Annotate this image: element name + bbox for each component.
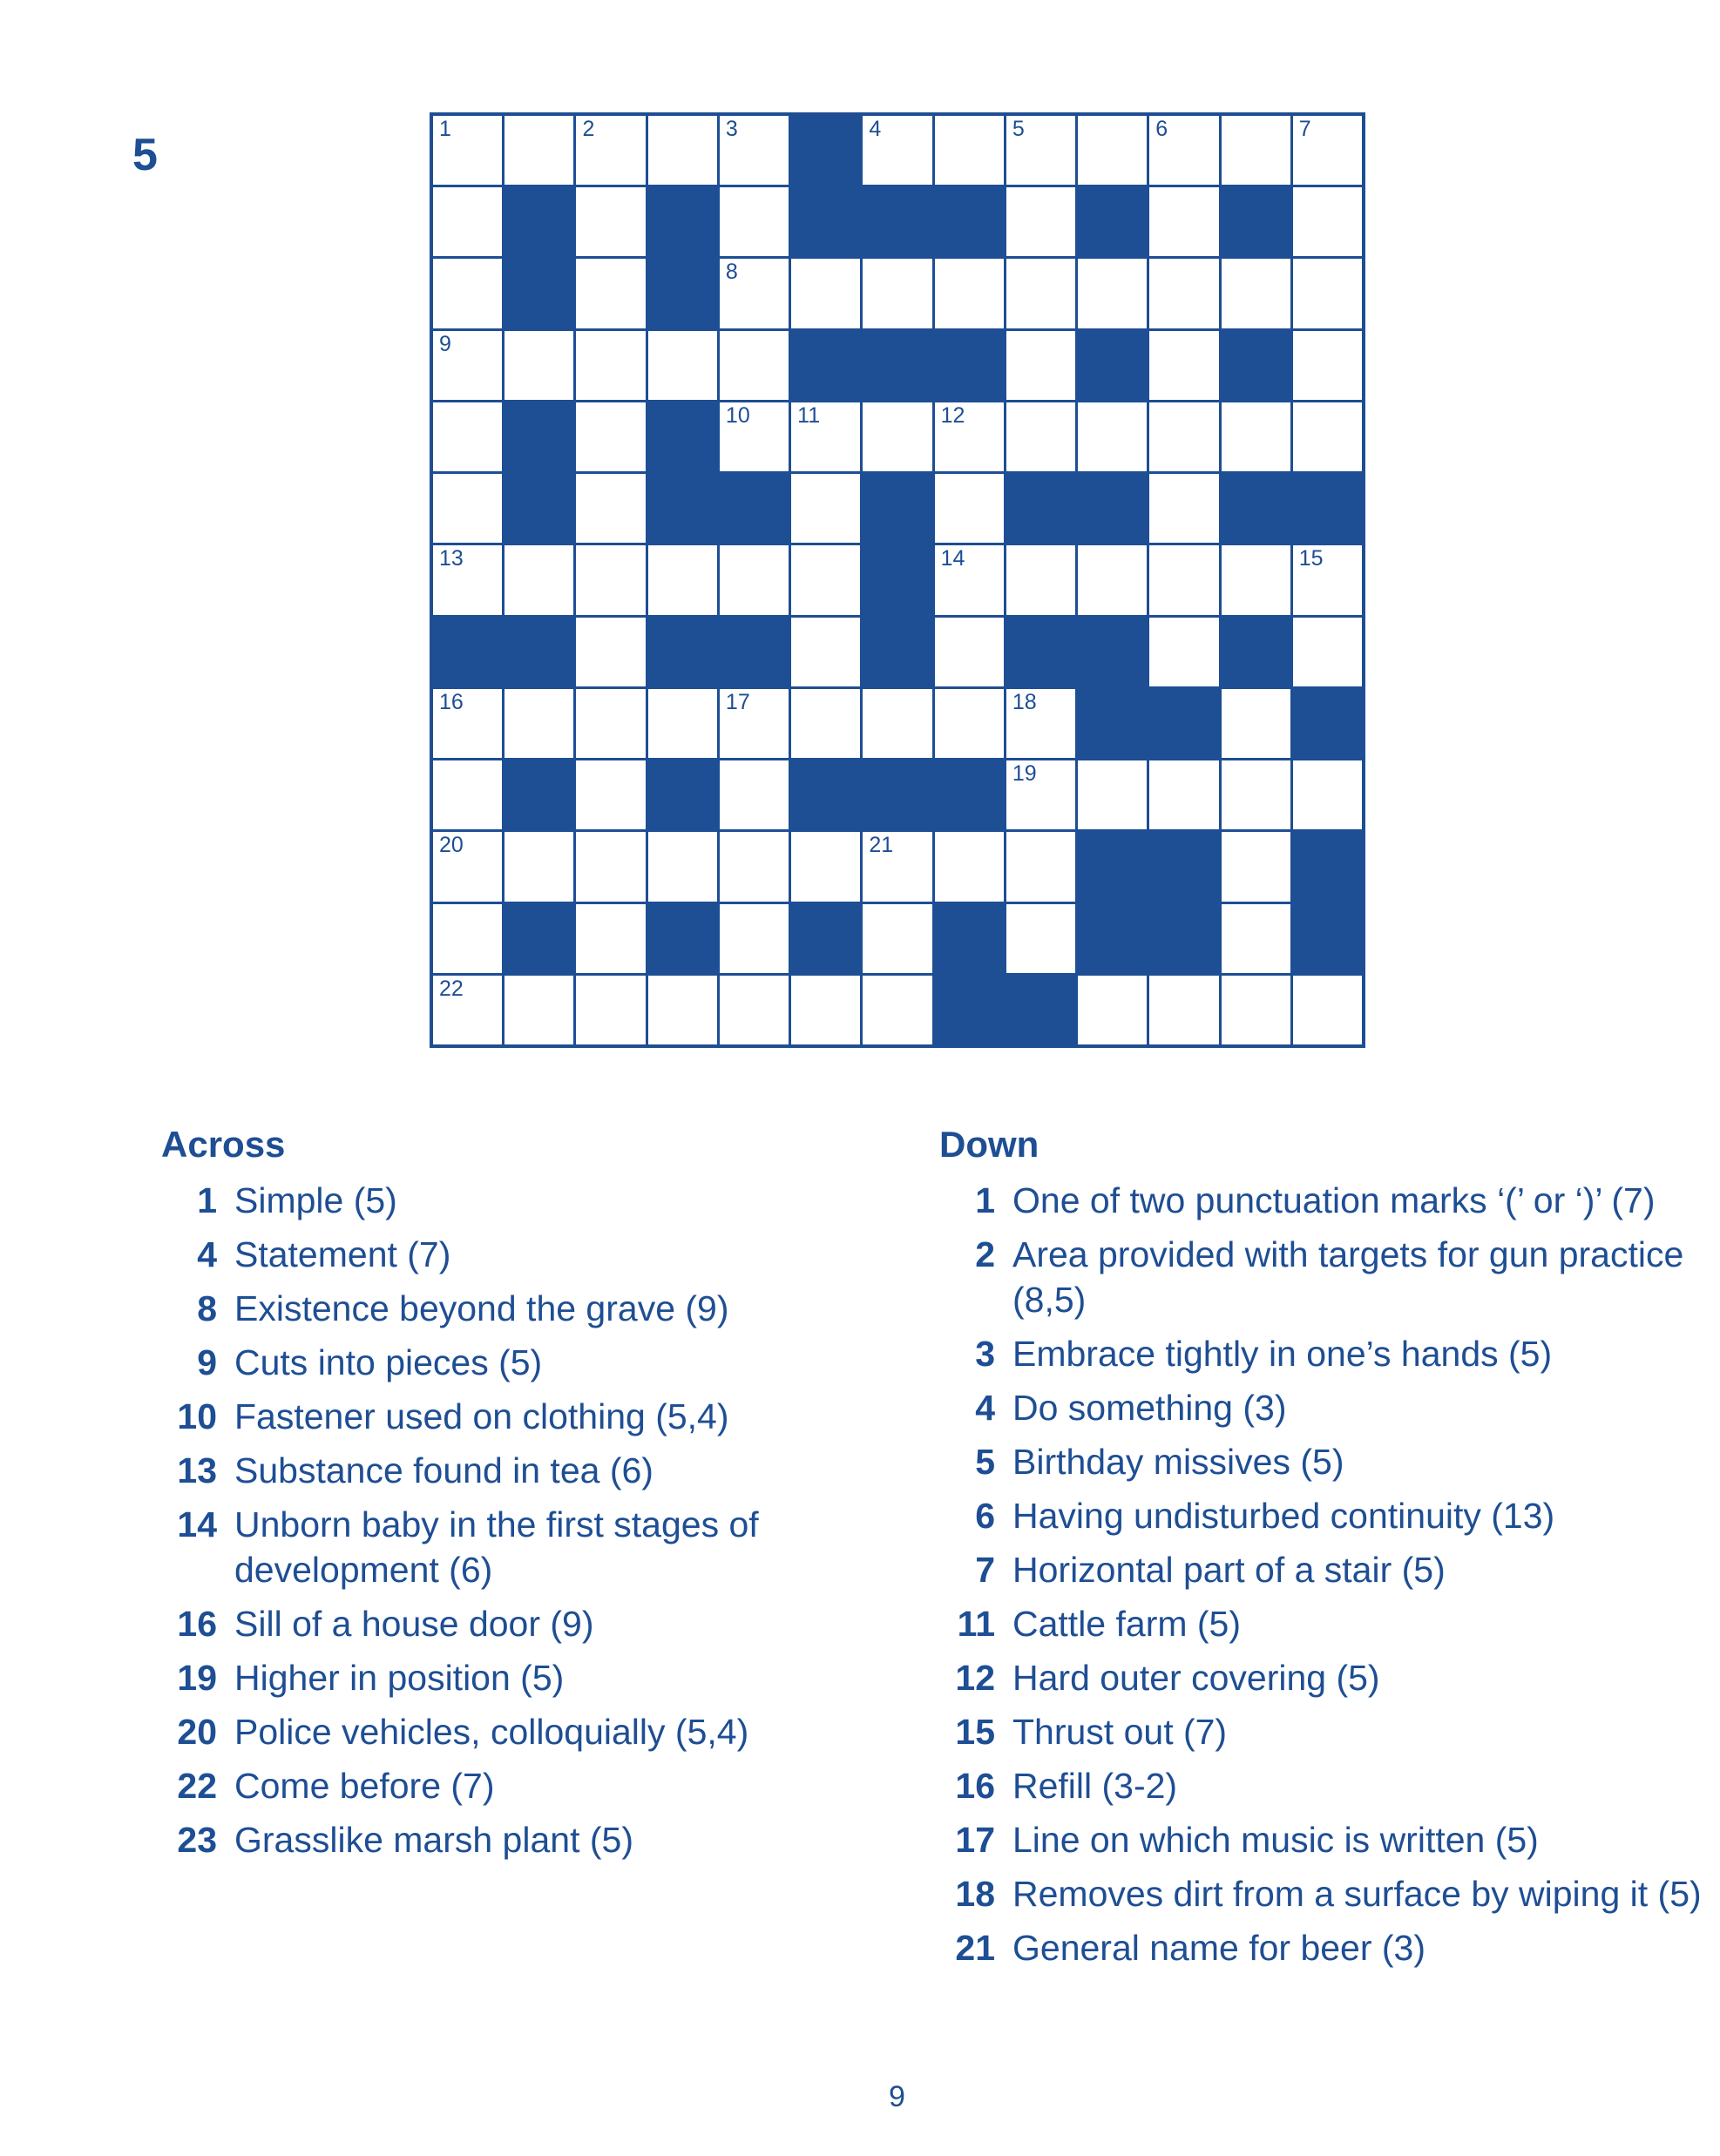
answer-cell[interactable] (720, 976, 789, 1044)
answer-cell[interactable] (1222, 545, 1290, 614)
cell-number: 21 (869, 833, 894, 858)
answer-cell[interactable] (935, 832, 1004, 901)
clue-text: Line on which music is written (5) (1012, 1820, 1539, 1860)
down-clue (939, 1925, 1706, 1970)
answer-cell[interactable] (791, 832, 860, 901)
black-square (791, 760, 860, 829)
down-clue (939, 1655, 1706, 1700)
clue-text: Horizontal part of a stair (5) (1012, 1550, 1446, 1590)
black-square (648, 402, 717, 471)
clue-number: 9 (197, 1342, 217, 1382)
answer-cell[interactable] (1078, 760, 1147, 829)
answer-cell[interactable] (1293, 402, 1362, 471)
black-square (863, 187, 931, 256)
clue-text: Embrace tightly in one’s hands (5) (1012, 1334, 1553, 1374)
answer-cell[interactable] (1293, 187, 1362, 256)
across-clues (161, 1124, 858, 1871)
clue-number: 13 (177, 1450, 217, 1490)
answer-cell[interactable] (1078, 116, 1147, 185)
answer-cell[interactable] (504, 832, 573, 901)
black-square (1293, 904, 1362, 973)
answer-cell[interactable] (1006, 832, 1075, 901)
clue-text: Area provided with targets for gun practice (8,5) (1012, 1234, 1684, 1320)
answer-cell[interactable] (504, 976, 573, 1044)
across-clue (161, 1340, 858, 1385)
answer-cell[interactable] (504, 331, 573, 400)
black-square (648, 760, 717, 829)
down-clue (939, 1439, 1706, 1484)
across-clue (161, 1817, 858, 1862)
black-square (1222, 618, 1290, 686)
clue-number: 19 (177, 1658, 217, 1698)
clue-number: 15 (955, 1712, 995, 1752)
answer-cell[interactable] (791, 976, 860, 1044)
black-square (1293, 474, 1362, 543)
answer-cell[interactable] (1149, 187, 1218, 256)
clue-number: 22 (177, 1766, 217, 1806)
answer-cell[interactable] (504, 545, 573, 614)
black-square (863, 545, 931, 614)
cell-number: 8 (725, 260, 738, 285)
answer-cell[interactable] (935, 618, 1004, 686)
black-square (935, 331, 1004, 400)
cell-number: 5 (1012, 117, 1025, 141)
answer-cell[interactable] (576, 474, 645, 543)
cell-number: 19 (1012, 761, 1037, 787)
clue-number: 21 (955, 1928, 995, 1968)
answer-cell[interactable] (1222, 259, 1290, 328)
clue-text: Simple (5) (234, 1180, 397, 1220)
answer-cell[interactable] (433, 331, 502, 400)
black-square (863, 474, 931, 543)
down-clues (939, 1124, 1706, 1979)
answer-cell[interactable] (433, 545, 502, 614)
answer-cell[interactable] (1222, 402, 1290, 471)
cell-number: 17 (725, 689, 750, 714)
answer-cell[interactable] (1293, 116, 1362, 185)
answer-cell[interactable] (1006, 187, 1075, 256)
clue-number: 16 (177, 1604, 217, 1644)
page-number: 9 (889, 2080, 905, 2113)
answer-cell[interactable] (1078, 545, 1147, 614)
answer-cell[interactable] (1293, 618, 1362, 686)
answer-cell[interactable] (720, 832, 789, 901)
answer-cell[interactable] (1149, 331, 1218, 400)
clue-number: 8 (197, 1288, 217, 1328)
answer-cell[interactable] (1149, 976, 1218, 1044)
answer-cell[interactable] (791, 689, 860, 758)
answer-cell[interactable] (863, 116, 931, 185)
cell-number: 13 (439, 546, 464, 571)
black-square (720, 474, 789, 543)
clue-number: 11 (957, 1604, 995, 1644)
answer-cell[interactable] (1006, 116, 1075, 185)
answer-cell[interactable] (1149, 402, 1218, 471)
black-square (433, 618, 502, 686)
clue-text: Come before (7) (234, 1766, 495, 1806)
clue-number: 4 (975, 1388, 995, 1428)
puzzle-number: 5 (132, 130, 158, 180)
answer-cell[interactable] (433, 402, 502, 471)
answer-cell[interactable] (433, 689, 502, 758)
black-square (1078, 904, 1147, 973)
answer-cell[interactable] (791, 474, 860, 543)
answer-cell[interactable] (720, 259, 789, 328)
clue-number: 10 (177, 1396, 217, 1436)
across-heading: Across (161, 1124, 286, 1165)
black-square (791, 116, 860, 185)
black-square (1006, 474, 1075, 543)
black-square (504, 618, 573, 686)
answer-cell[interactable] (1006, 402, 1075, 471)
answer-cell[interactable] (1149, 760, 1218, 829)
black-square (1078, 331, 1147, 400)
answer-cell[interactable] (863, 402, 931, 471)
black-square (1078, 832, 1147, 901)
across-clue (161, 1709, 858, 1754)
clue-number: 7 (975, 1550, 995, 1590)
clue-number: 18 (955, 1874, 995, 1914)
clue-number: 4 (197, 1234, 217, 1274)
answer-cell[interactable] (935, 545, 1004, 614)
answer-cell[interactable] (720, 904, 789, 973)
black-square (791, 904, 860, 973)
clue-text: Fastener used on clothing (5,4) (234, 1396, 729, 1436)
black-square (791, 331, 860, 400)
cell-number: 9 (439, 331, 451, 356)
cell-number: 7 (1298, 117, 1311, 141)
black-square (648, 187, 717, 256)
black-square (648, 618, 717, 686)
black-square (504, 474, 573, 543)
answer-cell[interactable] (576, 259, 645, 328)
clue-text: Statement (7) (234, 1234, 451, 1274)
clue-text: General name for beer (3) (1012, 1928, 1426, 1968)
black-square (504, 760, 573, 829)
clue-number: 17 (955, 1820, 995, 1860)
clue-text: Refill (3-2) (1012, 1766, 1178, 1806)
down-clue (939, 1871, 1706, 1916)
answer-cell[interactable] (1293, 331, 1362, 400)
crossword-grid (430, 112, 1365, 1048)
cell-number: 20 (439, 833, 464, 858)
answer-cell[interactable] (1078, 402, 1147, 471)
black-square (1222, 331, 1290, 400)
black-square (504, 187, 573, 256)
clue-number: 23 (177, 1820, 217, 1860)
black-square (1222, 474, 1290, 543)
answer-cell[interactable] (576, 618, 645, 686)
answer-cell[interactable] (504, 689, 573, 758)
black-square (504, 259, 573, 328)
down-heading: Down (939, 1124, 1039, 1165)
answer-cell[interactable] (791, 402, 860, 471)
across-clue (161, 1178, 858, 1223)
clue-number: 5 (975, 1442, 995, 1482)
down-clue-list (939, 1178, 1706, 1970)
across-clue (161, 1601, 858, 1646)
black-square (504, 402, 573, 471)
across-clue (161, 1502, 858, 1592)
answer-cell[interactable] (935, 116, 1004, 185)
black-square (1006, 618, 1075, 686)
black-square (1293, 689, 1362, 758)
clue-number: 12 (955, 1658, 995, 1698)
answer-cell[interactable] (720, 331, 789, 400)
cell-number: 18 (1012, 689, 1037, 714)
clue-text: Police vehicles, colloquially (5,4) (234, 1712, 749, 1752)
answer-cell[interactable] (1222, 976, 1290, 1044)
clue-text: Cuts into pieces (5) (234, 1342, 543, 1382)
answer-cell[interactable] (1006, 259, 1075, 328)
clue-number: 14 (177, 1504, 217, 1544)
clue-text: Birthday missives (5) (1012, 1442, 1344, 1482)
cell-number: 15 (1298, 546, 1324, 571)
across-clue (161, 1448, 858, 1493)
black-square (1149, 904, 1218, 973)
across-clue (161, 1655, 858, 1700)
answer-cell[interactable] (720, 187, 789, 256)
cell-number: 2 (582, 117, 595, 141)
cell-number: 3 (725, 117, 738, 141)
answer-cell[interactable] (433, 976, 502, 1044)
down-clue (939, 1601, 1706, 1646)
clue-text: Higher in position (5) (234, 1658, 565, 1698)
black-square (648, 474, 717, 543)
down-clue (939, 1178, 1706, 1223)
answer-cell[interactable] (935, 259, 1004, 328)
answer-cell[interactable] (1149, 116, 1218, 185)
answer-cell[interactable] (1006, 760, 1075, 829)
answer-cell[interactable] (433, 474, 502, 543)
answer-cell[interactable] (720, 402, 789, 471)
answer-cell[interactable] (1149, 259, 1218, 328)
answer-cell[interactable] (1222, 760, 1290, 829)
clue-text: Unborn baby in the first stages of development (6) (234, 1504, 759, 1590)
clue-number: 16 (955, 1766, 995, 1806)
answer-cell[interactable] (720, 760, 789, 829)
answer-cell[interactable] (433, 760, 502, 829)
answer-cell[interactable] (863, 689, 931, 758)
cell-number: 1 (439, 117, 451, 141)
black-square (648, 904, 717, 973)
black-square (648, 259, 717, 328)
answer-cell[interactable] (433, 904, 502, 973)
clue-text: Do something (3) (1012, 1388, 1287, 1428)
answer-cell[interactable] (1293, 760, 1362, 829)
clue-text: Grasslike marsh plant (5) (234, 1820, 633, 1860)
answer-cell[interactable] (576, 116, 645, 185)
answer-cell[interactable] (1293, 545, 1362, 614)
answer-cell[interactable] (1149, 618, 1218, 686)
across-clue (161, 1286, 858, 1331)
answer-cell[interactable] (1149, 474, 1218, 543)
down-clue (939, 1331, 1706, 1376)
answer-cell[interactable] (935, 402, 1004, 471)
black-square (1078, 689, 1147, 758)
down-clue (939, 1385, 1706, 1430)
cell-number: 4 (869, 117, 882, 141)
answer-cell[interactable] (433, 832, 502, 901)
answer-cell[interactable] (576, 689, 645, 758)
clue-text: Hard outer covering (5) (1012, 1658, 1380, 1698)
black-square (935, 187, 1004, 256)
clue-number: 1 (975, 1180, 995, 1220)
clue-text: Having undisturbed continuity (13) (1012, 1496, 1555, 1536)
clue-text: Cattle farm (5) (1012, 1604, 1241, 1644)
black-square (935, 976, 1004, 1044)
answer-cell[interactable] (576, 760, 645, 829)
answer-cell[interactable] (791, 545, 860, 614)
answer-cell[interactable] (576, 187, 645, 256)
black-square (935, 904, 1004, 973)
clue-text: Substance found in tea (6) (234, 1450, 653, 1490)
across-clue (161, 1394, 858, 1439)
down-clue (939, 1493, 1706, 1538)
answer-cell[interactable] (504, 116, 573, 185)
across-clue-list (161, 1178, 858, 1862)
black-square (1149, 832, 1218, 901)
answer-cell[interactable] (1293, 976, 1362, 1044)
black-square (1006, 976, 1075, 1044)
answer-cell[interactable] (863, 832, 931, 901)
down-clue (939, 1709, 1706, 1754)
black-square (863, 760, 931, 829)
black-square (1078, 187, 1147, 256)
cell-number: 22 (439, 976, 464, 1001)
down-clue (939, 1763, 1706, 1808)
answer-cell[interactable] (433, 116, 502, 185)
cell-number: 6 (1155, 117, 1168, 141)
answer-cell[interactable] (576, 545, 645, 614)
answer-cell[interactable] (576, 402, 645, 471)
black-square (1078, 618, 1147, 686)
answer-cell[interactable] (1222, 904, 1290, 973)
answer-cell[interactable] (1006, 689, 1075, 758)
cell-number: 16 (439, 689, 464, 714)
answer-cell[interactable] (648, 832, 717, 901)
answer-cell[interactable] (863, 976, 931, 1044)
answer-cell[interactable] (576, 904, 645, 973)
black-square (1149, 689, 1218, 758)
black-square (1222, 187, 1290, 256)
answer-cell[interactable] (1293, 259, 1362, 328)
answer-cell[interactable] (935, 474, 1004, 543)
clue-number: 3 (975, 1334, 995, 1374)
black-square (504, 904, 573, 973)
clue-text: One of two punctuation marks ‘(’ or ‘)’ (7) (1012, 1180, 1656, 1220)
answer-cell[interactable] (648, 545, 717, 614)
answer-cell[interactable] (791, 259, 860, 328)
answer-cell[interactable] (1078, 976, 1147, 1044)
answer-cell[interactable] (1222, 116, 1290, 185)
black-square (1293, 832, 1362, 901)
down-clue (939, 1817, 1706, 1862)
cell-number: 14 (940, 546, 965, 571)
black-square (720, 618, 789, 686)
answer-cell[interactable] (1078, 259, 1147, 328)
cell-number: 12 (940, 402, 965, 428)
down-clue (939, 1547, 1706, 1592)
answer-cell[interactable] (1149, 545, 1218, 614)
black-square (791, 187, 860, 256)
answer-cell[interactable] (576, 976, 645, 1044)
answer-cell[interactable] (648, 331, 717, 400)
cell-number: 10 (725, 402, 750, 428)
answer-cell[interactable] (1006, 331, 1075, 400)
answer-cell[interactable] (576, 331, 645, 400)
answer-cell[interactable] (791, 618, 860, 686)
across-clue (161, 1763, 858, 1808)
answer-cell[interactable] (1222, 689, 1290, 758)
cell-number: 11 (797, 402, 821, 428)
answer-cell[interactable] (720, 689, 789, 758)
across-clue (161, 1232, 858, 1277)
clue-text: Thrust out (7) (1012, 1712, 1228, 1752)
answer-cell[interactable] (433, 259, 502, 328)
answer-cell[interactable] (648, 976, 717, 1044)
black-square (1078, 474, 1147, 543)
answer-cell[interactable] (648, 116, 717, 185)
clue-number: 2 (975, 1234, 995, 1274)
clue-text: Existence beyond the grave (9) (234, 1288, 729, 1328)
black-square (935, 760, 1004, 829)
answer-cell[interactable] (863, 904, 931, 973)
answer-cell[interactable] (720, 116, 789, 185)
answer-cell[interactable] (935, 689, 1004, 758)
black-square (863, 331, 931, 400)
answer-cell[interactable] (433, 187, 502, 256)
answer-cell[interactable] (1222, 832, 1290, 901)
answer-cell[interactable] (648, 689, 717, 758)
down-clue (939, 1232, 1706, 1322)
black-square (863, 618, 931, 686)
clue-number: 20 (177, 1712, 217, 1752)
clue-number: 1 (197, 1180, 217, 1220)
answer-cell[interactable] (720, 545, 789, 614)
clue-text: Removes dirt from a surface by wiping it (5) (1012, 1874, 1702, 1914)
clue-number: 6 (975, 1496, 995, 1536)
answer-cell[interactable] (1006, 545, 1075, 614)
answer-cell[interactable] (1006, 904, 1075, 973)
answer-cell[interactable] (576, 832, 645, 901)
answer-cell[interactable] (863, 259, 931, 328)
clue-text: Sill of a house door (9) (234, 1604, 594, 1644)
